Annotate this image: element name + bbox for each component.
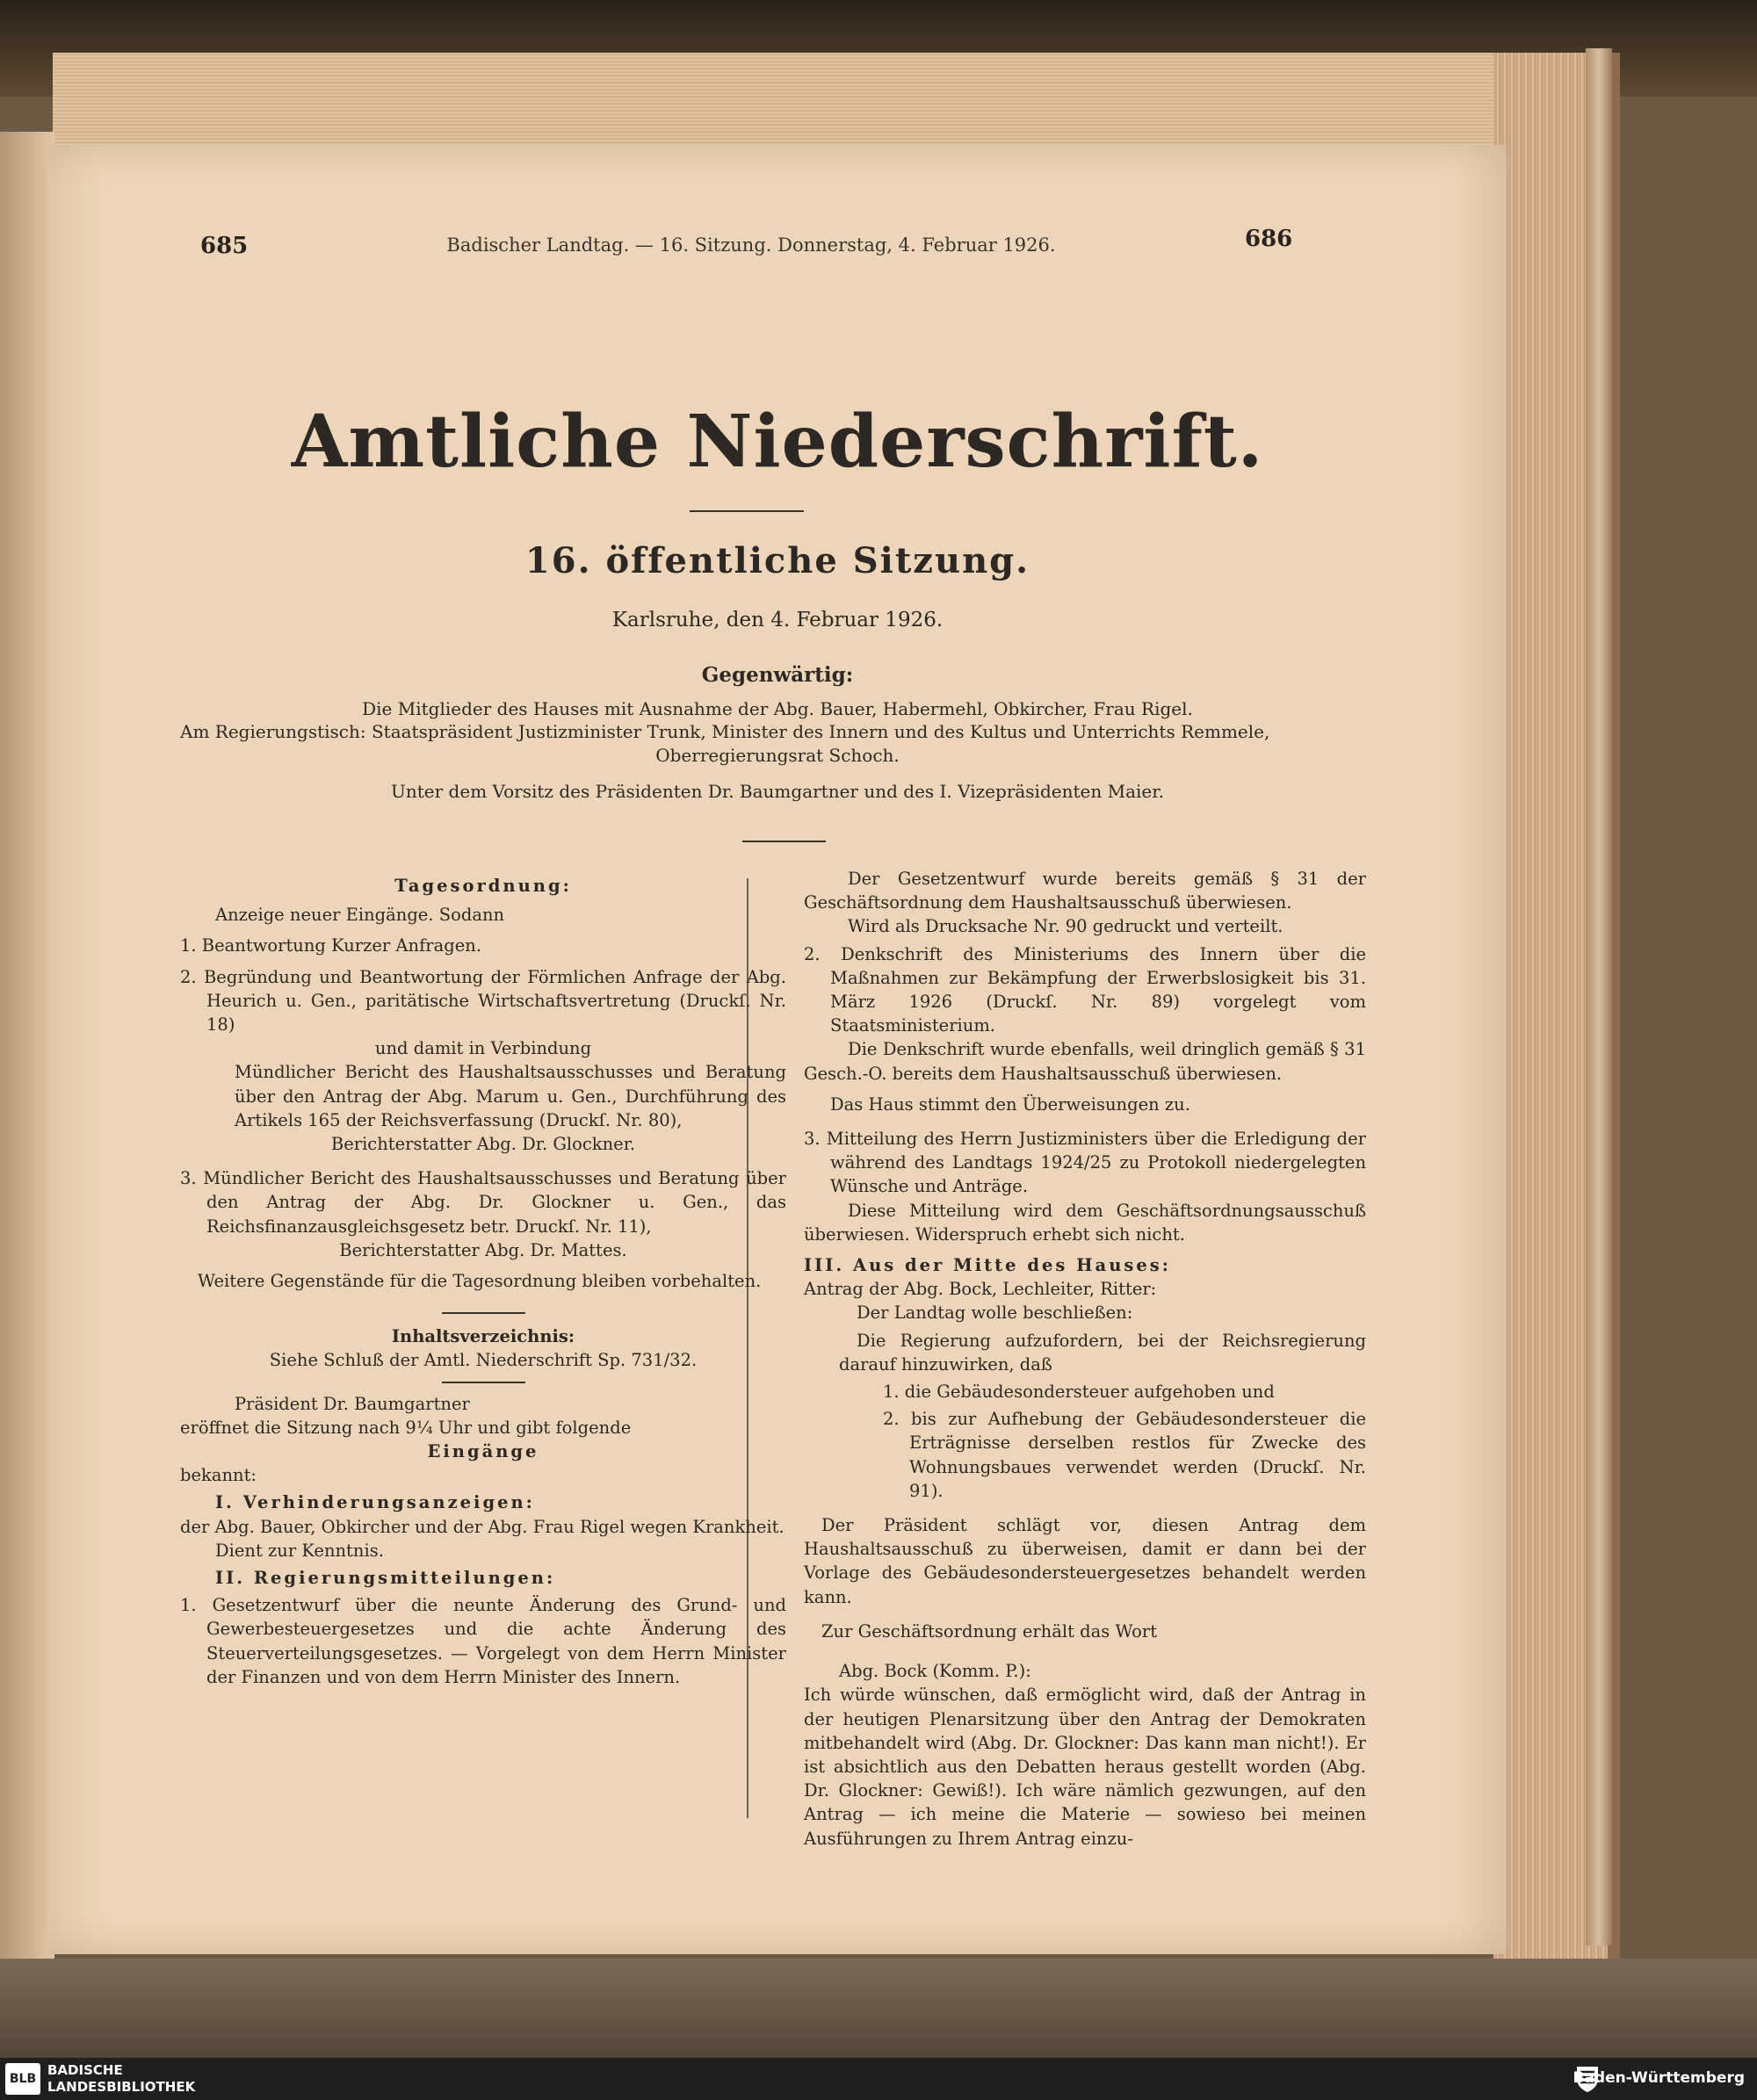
running-head-title: Badischer Landtag. — 16. Sitzung. Donnerstag, 4. Februar 1926. [446,235,1056,256]
document-page [48,145,1507,1954]
section-1-heading: I. Verhinderungsanzeigen: [215,1492,535,1513]
state-name[interactable]: Baden-Württemberg [1573,2069,1745,2087]
agenda-item-3: 3. Mündlicher Bericht des Haushaltsausschusses und Beratung über den Antrag der Abg. Dr. Glockner u. Gen., das Reichsfinanzausgleichsgesetz betr. Druckſ. Nr. 11), [180,1168,786,1237]
agenda-intro: Anzeige neuer Eingänge. Sodann [215,905,505,926]
president-proposal: Der Präsident schlägt vor, diesen Antrag dem Haushaltsausschuß zu überweisen, damit er dann bei der Vorlage des Gebäudesondersteuergesetzes behandelt werden kann. [804,1515,1366,1607]
motion-text: Die Regierung aufzufordern, bei der Reichsregierung darauf hinzuwirken, daß [839,1330,1366,1375]
session-subtitle: 16. öffentliche Sitzung. [524,540,1030,581]
section-2-heading: II. Regierungsmitteilungen: [215,1568,556,1589]
document-title: Amtliche Niederschrift. [291,400,1264,484]
agenda-item-2-reporter: Berichterstatter Abg. Dr. Glockner. [330,1134,636,1155]
bill-printed: Wird als Drucksache Nr. 90 gedruckt und verteilt. [848,916,1283,937]
right-column [804,867,1366,1851]
agenda-further: Weitere Gegenstände für die Tagesordnung bleiben vorbehalten. [198,1271,762,1292]
present-members: Die Mitglieder des Hauses mit Ausnahme der Abg. Bauer, Habermehl, Obkircher, Frau Rigel. [362,698,1193,719]
background-bottom [0,1959,1757,2058]
bill-referral: Der Gesetzentwurf wurde bereits gemäß § 31 der Geschäftsordnung dem Haushaltsausschuß überwiesen. [804,869,1366,913]
speech-text: Ich würde wünschen, daß ermöglicht wird, daß der Antrag in der heutigen Plenarsitzung über den Antrag der Demokraten mitbehandelt wird (Abg. Dr. Glockner: Das kann man nicht!). Er ist absichtlich aus den Debatten heraus gestellt worden (Abg. Dr. Glockner: Gewiß!). Ich wäre nämlich gezwungen, auf den Antrag — ich meine die Materie — sowieso bei meinen Ausführungen zu Ihrem Antrag einzu- [804,1685,1366,1849]
library-name-line-1: BADISCHE [47,2062,123,2078]
motion-line: Antrag der Abg. Bock, Lechleiter, Ritter: [804,1279,1157,1300]
section-3-heading: III. Aus der Mitte des Hauses: [804,1255,1171,1276]
communication-item-3: 3. Mitteilung des Herrn Justizministers über die Erledigung der während des Landtags 1924/25 zu Protokoll niedergelegten Wünsche und Anträge. [804,1129,1366,1197]
motion-point-1: 1. die Gebäudesondersteuer aufgehoben und [883,1382,1275,1403]
present-heading: Gegenwärtig: [701,663,854,687]
communication-note: Diese Mitteilung wird dem Geschäftsordnungsausschuß überwiesen. Widerspruch erhebt sich nicht. [804,1200,1366,1245]
incoming-known: bekannt: [180,1465,257,1486]
title-rule [690,510,804,512]
page-number-left: 685 [200,233,249,259]
page-stack-top-edge [53,53,1546,149]
motion-point-2: 2. bis zur Aufhebung der Gebäudesondersteuer die Erträgnisse derselben restlos für Zwecke des Wohnungsbaues verwendet werden (Druckſ. Nr. 91). [883,1409,1366,1501]
place-date: Karlsruhe, den 4. Februar 1926. [611,609,944,631]
blb-logo[interactable]: BLB [5,2063,40,2095]
section-1-note: Dient zur Kenntnis. [215,1540,384,1561]
book-cover-edge [1586,48,1612,1945]
president-name: Präsident Dr. Baumgartner [235,1393,470,1414]
index-heading: Inhaltsverzeichnis: [391,1326,575,1347]
agenda-item-1: 1. Beantwortung Kurzer Anfragen. [180,935,482,956]
house-agrees: Das Haus stimmt den Überweisungen zu. [830,1093,1190,1115]
speaker-line: Abg. Bock (Komm. P.): [839,1661,1031,1682]
left-column [180,874,786,1689]
session-opening: eröffnet die Sitzung nach 9¼ Uhr und gibt folgende [180,1417,632,1438]
agenda-item-2: 2. Begründung und Beantwortung der Förmlichen Anfrage der Abg. Heurich u. Gen., paritätische Wirtschaftsvertretung (Druckſ. Nr. 18) [180,966,786,1036]
chair-line: Unter dem Vorsitz des Präsidenten Dr. Baumgartner und des I. Vizepräsidenten Maier. [391,781,1164,802]
index-text: Siehe Schluß der Amtl. Niederschrift Sp. 731/32. [269,1350,698,1371]
section-rule-2 [442,1382,525,1383]
library-name-line-2: LANDESBIBLIOTHEK [47,2079,196,2095]
running-head [48,226,1507,268]
incoming-heading: Eingänge [427,1441,539,1462]
section-rule [442,1312,525,1314]
agenda-item-2-report: Mündlicher Bericht des Haushaltsausschusses und Beratung über den Antrag der Abg. Marum u. Gen., Durchführung des Artikels 165 der Reichsverfassung (Druckſ. Nr. 80), [235,1062,786,1130]
agenda-heading: Tagesordnung: [394,876,572,896]
order-line: Zur Geschäftsordnung erhält das Wort [821,1620,1158,1642]
government-table-line-2: Oberregierungsrat Schoch. [655,745,900,766]
memorandum-item-2: 2. Denkschrift des Ministeriums des Innern über die Maßnahmen zur Bekämpfung der Erwerbslosigkeit bis 31. März 1926 (Druckſ. Nr. 89) vorgelegt vom Staatsministerium. [804,943,1366,1036]
page-number-right: 686 [1245,226,1293,252]
section-1-text: der Abg. Bauer, Obkircher und der Abg. Frau Rigel wegen Krankheit. [180,1516,785,1537]
motion-intro: Der Landtag wolle beschließen: [857,1303,1133,1324]
agenda-item-3-reporter: Berichterstatter Abg. Dr. Mattes. [339,1239,627,1260]
left-page-edge [0,132,54,1959]
footer-bar [0,2058,1757,2100]
agenda-item-2-connector: und damit in Verbindung [374,1038,592,1059]
memorandum-note: Die Denkschrift wurde ebenfalls, weil dringlich gemäß § 31 Gesch.-O. bereits dem Haushaltsausschuß überwiesen. [804,1039,1366,1084]
header-rule [742,841,826,842]
library-name [47,2062,195,2096]
government-table-line-1: Am Regierungstisch: Staatspräsident Justizminister Trunk, Minister des Innern und des Kultus und Unterrichts Remmele, [180,721,1270,742]
section-2-item-1: 1. Gesetzentwurf über die neunte Änderung des Grund- und Gewerbesteuergesetzes und die achte Änderung des Steuerverteilungsgesetzes. — Vorgelegt von dem Herrn Minister der Finanzen und von dem Herrn Minister des Innern. [180,1595,786,1687]
